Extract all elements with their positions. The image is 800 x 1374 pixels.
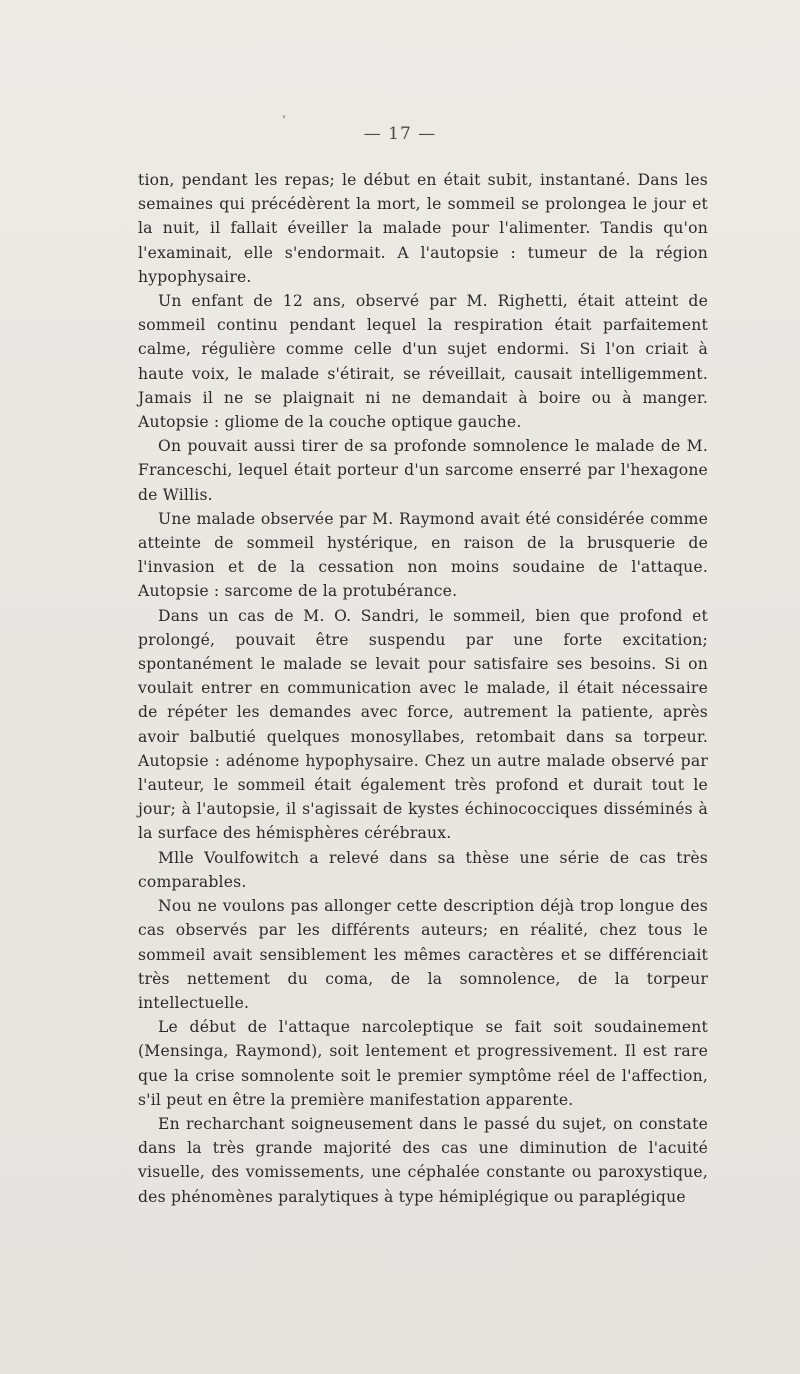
paragraph-1: tion, pendant les repas; le début en était subit, instantané. Dans les semaines qui précédèrent la mort, le sommeil se prolongea le jour et la nuit, il fallait éveiller la malade pour l'alimenter. Tandis qu'on l'examinait, elle s'endormait. A l'autopsie : tumeur de la région hypophysaire. — [138, 171, 708, 286]
paragraph-2: Un enfant de 12 ans, observé par M. Righetti, était atteint de sommeil continu pendant lequel la respiration était parfaitement calme, régulière comme celle d'un sujet endormi. Si l'on criait à haute voix, le malade s'étirait, se réveillait, causait intelligemment. Jamais il ne se plaignait ni ne demandait à boire ou à manger. Autopsie : gliome de la couche optique gauche. — [138, 292, 708, 432]
paragraph-5: Dans un cas de M. O. Sandri, le sommeil, bien que profond et prolongé, pouvait être suspendu par une forte excitation; spontanément le malade se levait pour satisfaire ses besoins. Si on voulait entrer en communication avec le malade, il était nécessaire de répéter les demandes avec force, autrement la patiente, après avoir balbutié quelques monosyllabes, retombait dans sa torpeur. Autopsie : adénome hypophysaire. Chez un autre malade observé par l'auteur, le sommeil était également très profond et durait tout le jour; à l'autopsie, il s'agissait de kystes échinococciques disséminés à la surface des hémisphères cérébraux. — [138, 606, 708, 843]
paragraph-9: En recharchant soigneusement dans le passé du sujet, on constate dans la très grande majorité des cas une diminution de l'acuité visuelle, des vomissements, une céphalée constante ou paroxystique, des phénomènes paralytiques à type hémiplégique ou paraplégique — [138, 1114, 708, 1206]
page-number: — 17 — — [363, 124, 437, 144]
paragraph-7: Nou ne voulons pas allonger cette description déjà trop longue des cas observés par les différents auteurs; en réalité, chez tous le sommeil avait sensiblement les mêmes caractères et se différenciait très nettement du coma, de la somnolence, de la torpeur intellectuelle. — [138, 897, 708, 1012]
print-speck: ‘ — [282, 113, 286, 127]
paragraph-3: On pouvait aussi tirer de sa profonde somnolence le malade de M. Franceschi, lequel était porteur d'un sarcome enserré par l'hexagone de Willis. — [138, 437, 708, 504]
body-text — [138, 168, 708, 1209]
paragraph-6: Mlle Voulfowitch a relevé dans sa thèse une série de cas très comparables. — [138, 848, 708, 891]
paragraph-4: Une malade observée par M. Raymond avait été considérée comme atteinte de sommeil hystérique, en raison de la brusquerie de l'invasion et de la cessation non moins soudaine de l'attaque. Autopsie : sarcome de la protubérance. — [138, 509, 708, 601]
paragraph-8: Le début de l'attaque narcoleptique se fait soit soudainement (Mensinga, Raymond), soit lentement et progressivement. Il est rare que la crise somnolente soit le premier symptôme réel de l'affection, s'il peut en être la première manifestation apparente. — [138, 1018, 708, 1109]
